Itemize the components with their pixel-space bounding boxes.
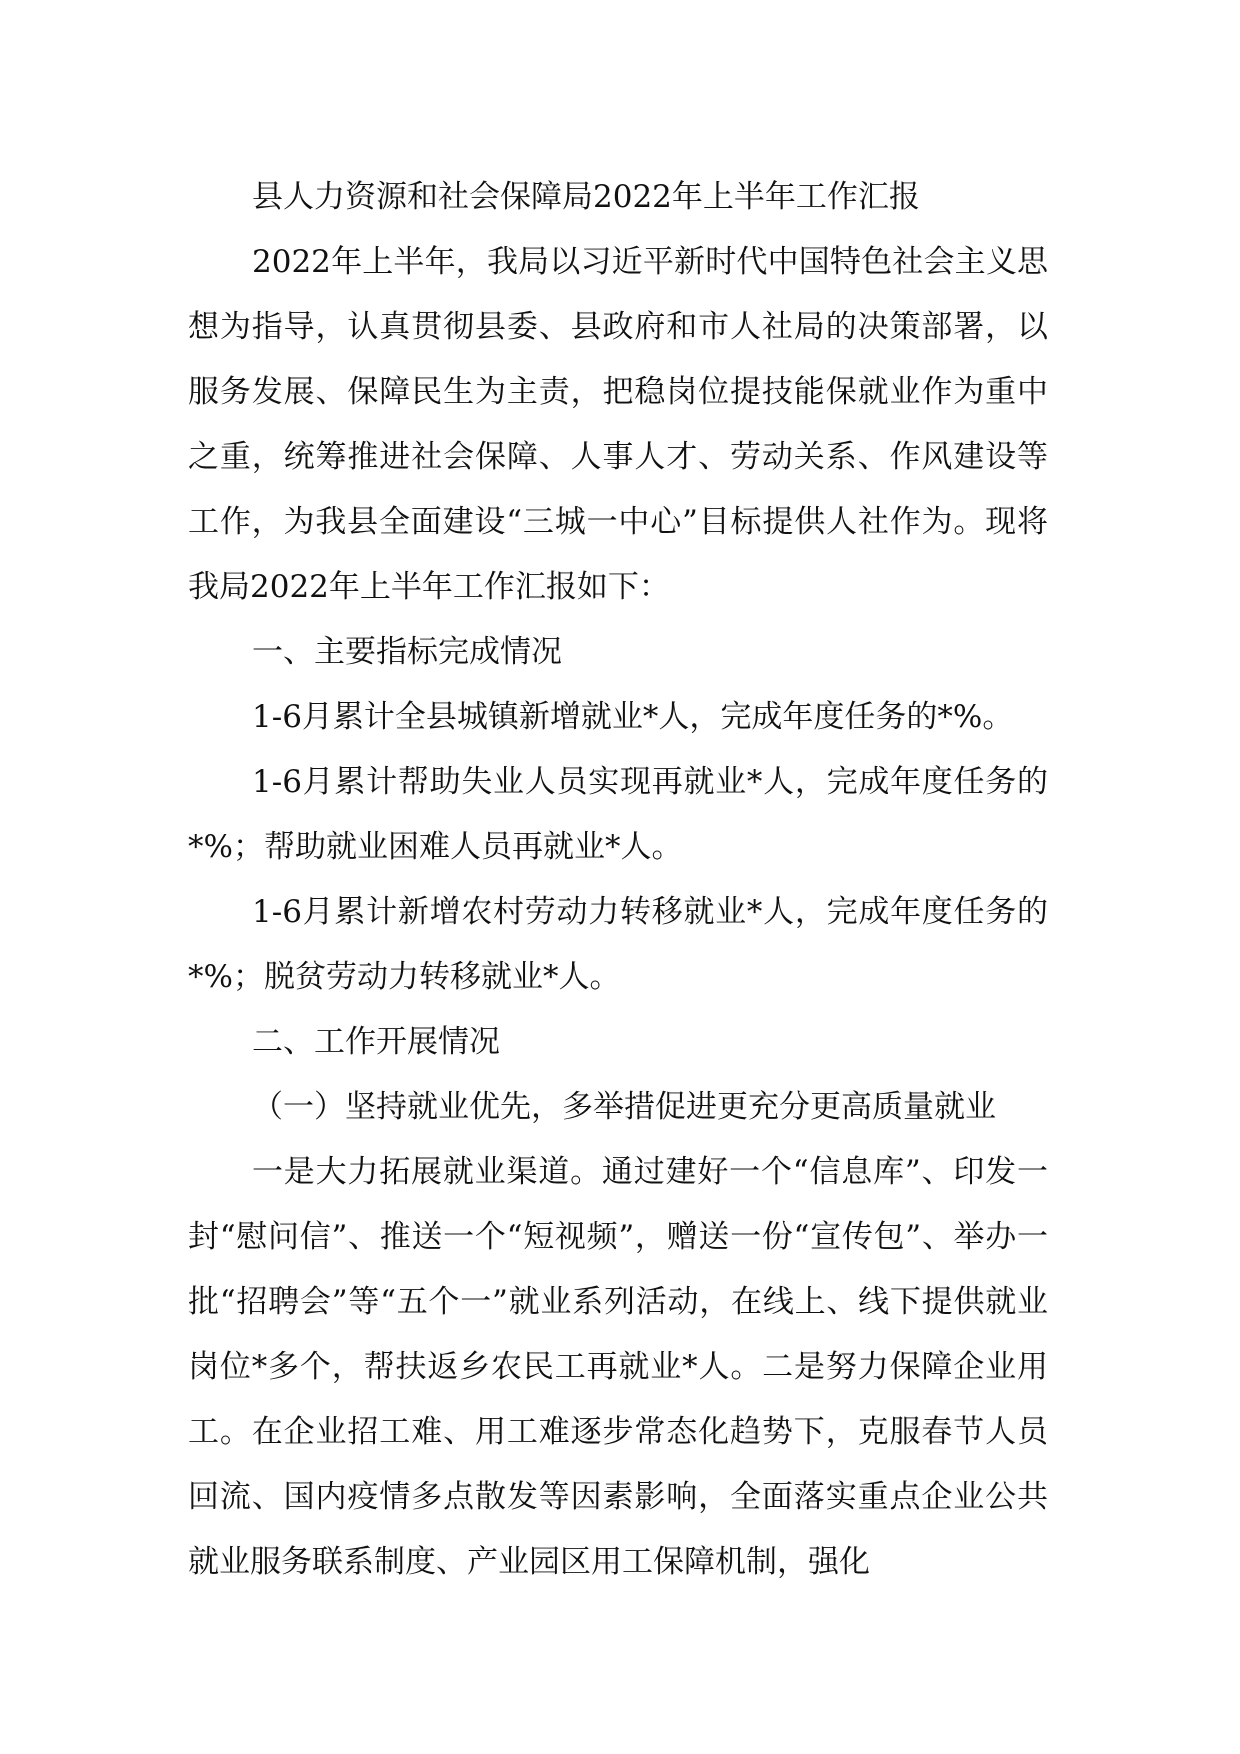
paragraph-indicator-2: 1-6月累计帮助失业人员实现再就业*人，完成年度任务的*%；帮助就业困难人员再就业*人。 bbox=[188, 764, 1048, 865]
document-body bbox=[188, 165, 1048, 1595]
document-title: 县人力资源和社会保障局2022年上半年工作汇报 bbox=[252, 179, 920, 215]
paragraph-employment: 一是大力拓展就业渠道。通过建好一个“信息库”、印发一封“慰问信”、推送一个“短视频”，赠送一份“宣传包”、举办一批“招聘会”等“五个一”就业系列活动，在线上、线下提供就业岗位*多个，帮扶返乡农民工再就业*人。二是努力保障企业用工。在企业招工难、用工难逐步常态化趋势下，克服春节人员回流、国内疫情多点散发等因素影响，全面落实重点企业公共就业服务联系制度、产业园区用工保障机制，强化 bbox=[188, 1154, 1048, 1580]
section-heading-2: 二、工作开展情况 bbox=[252, 1024, 500, 1060]
paragraph-intro: 2022年上半年，我局以习近平新时代中国特色社会主义思想为指导，认真贯彻县委、县政府和市人社局的决策部署，以服务发展、保障民生为主责，把稳岗位提技能保就业作为重中之重，统筹推进社会保障、人事人才、劳动关系、作风建设等工作，为我县全面建设“三城一中心”目标提供人社作为。现将我局2022年上半年工作汇报如下： bbox=[188, 244, 1048, 605]
paragraph-indicator-3: 1-6月累计新增农村劳动力转移就业*人，完成年度任务的*%；脱贫劳动力转移就业*人。 bbox=[188, 894, 1048, 995]
paragraph-indicator-1: 1-6月累计全县城镇新增就业*人，完成年度任务的*%。 bbox=[252, 699, 1014, 735]
section-heading-1: 一、主要指标完成情况 bbox=[252, 634, 562, 670]
subsection-heading-1: （一）坚持就业优先，多举措促进更充分更高质量就业 bbox=[252, 1089, 996, 1125]
